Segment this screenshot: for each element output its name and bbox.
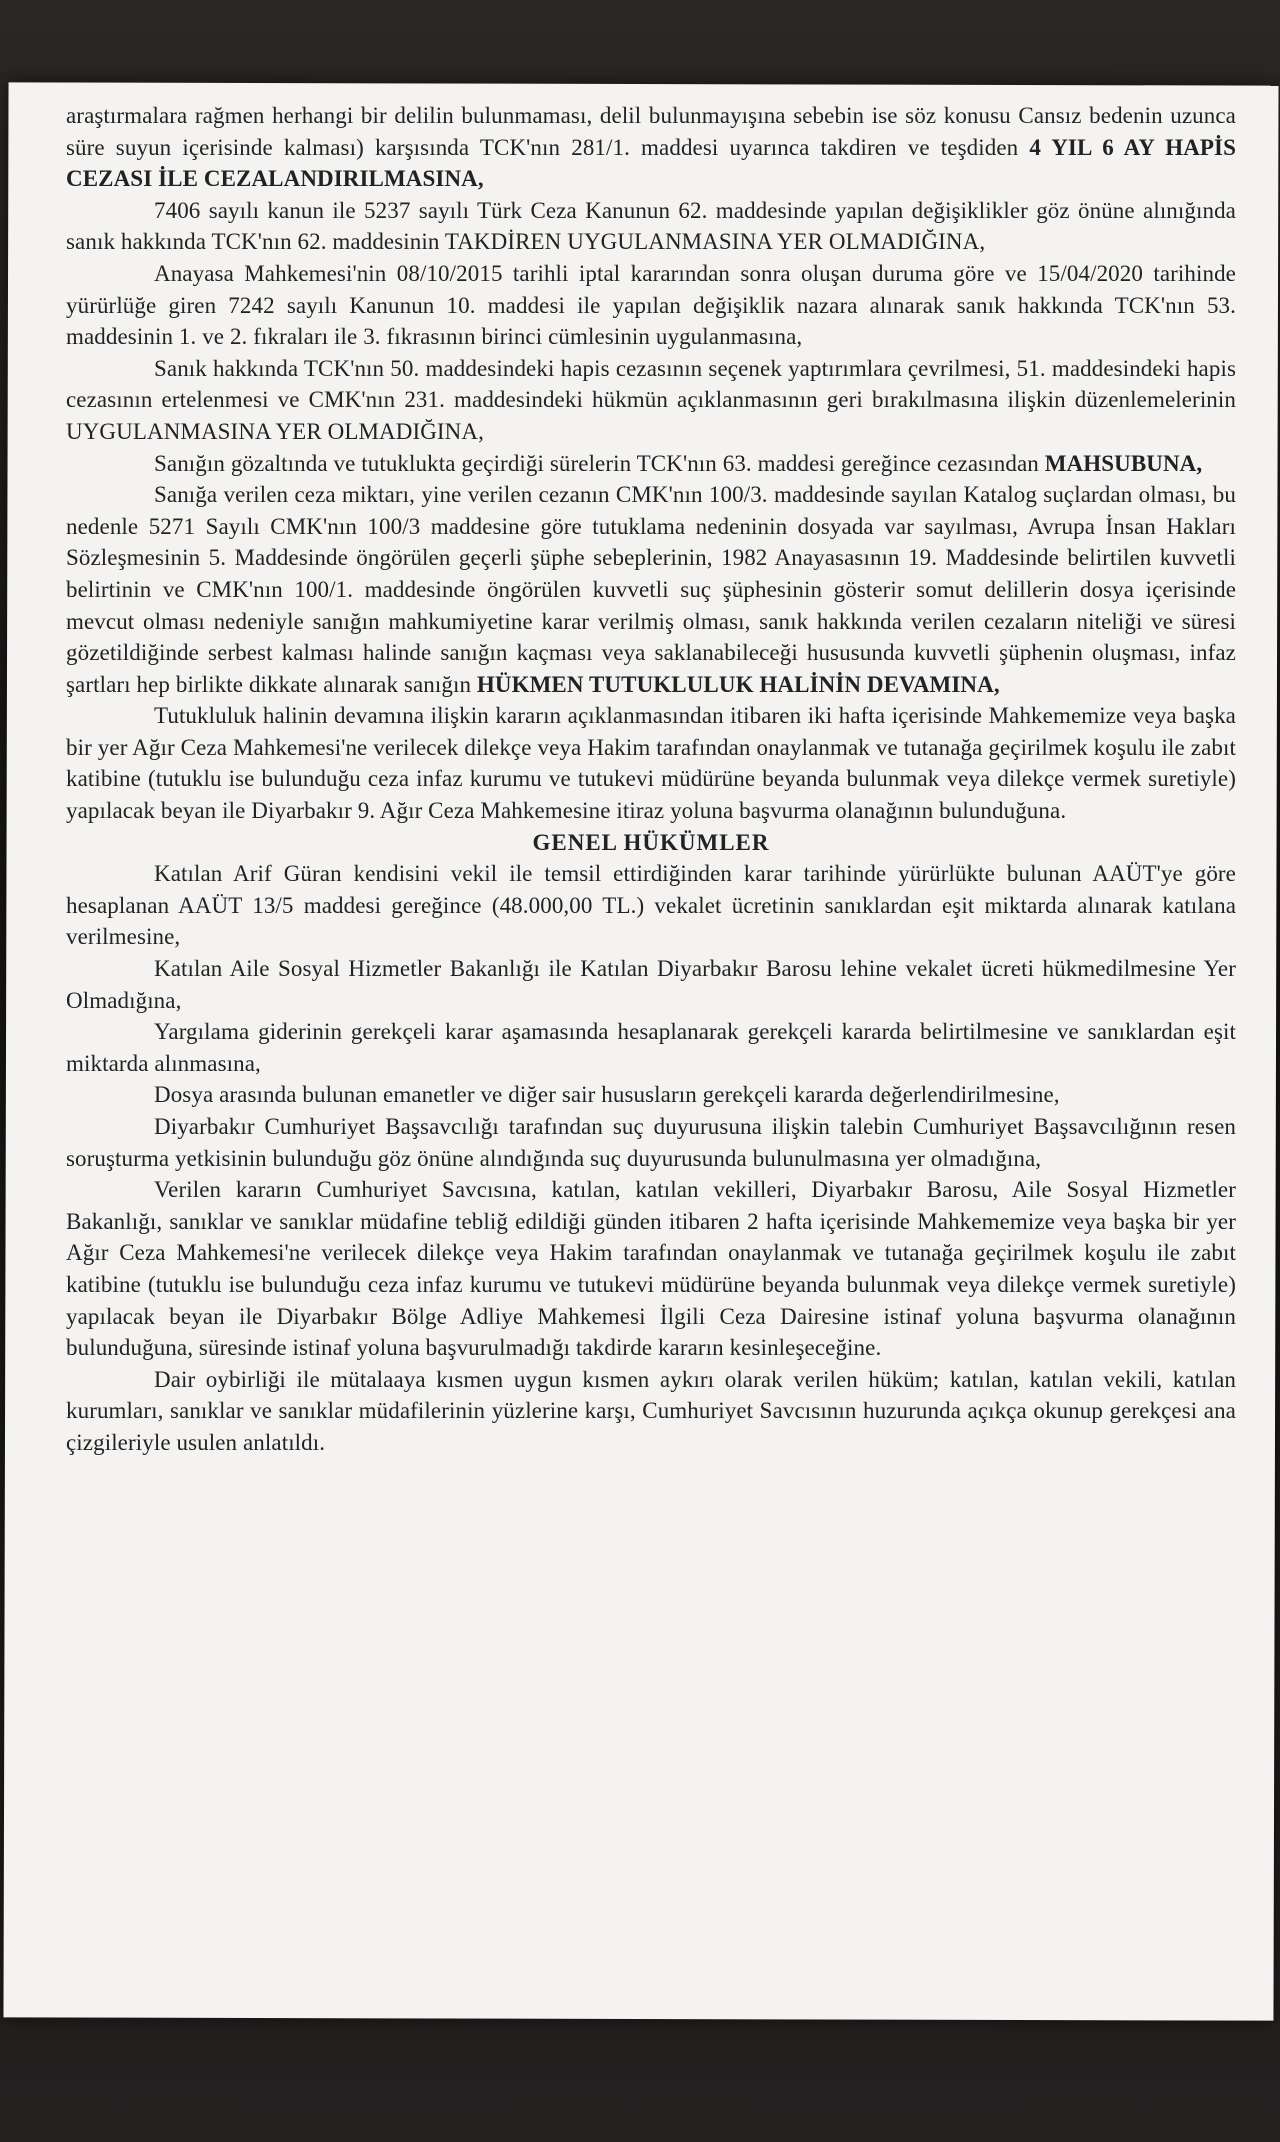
paragraph-text: Verilen kararın Cumhuriyet Savcısına, katılan, katılan vekilleri, Diyarbakır Barosu, Aile Sosyal Hizmetler Bakanlığı, sanıklar ve sanıklar müdafine tebliğ edildiği günden itibaren 2 hafta içerisinde Mahkememize veya başka bir yer Ağır Ceza Mahkemesi'ne verilecek dilekçe veya Hakim tarafından onaylanmak ve tutanağa geçirilmek koşulu ile zabıt katibine (tutuklu ise bulunduğu ceza infaz kurumu ve tutukevi müdürüne beyanda bulunmak veya dilekçe vermek suretiyle) yapılacak beyan ile Diyarbakır Bölge Adliye Mahkemesi İlgili Ceza Dairesine istinaf yoluna başvurma olanağının bulunduğuna, süresinde istinaf yoluna başvurulmadığı takdirde kararın kesinleşeceğine.	[66, 1177, 1236, 1361]
paragraph-tck-62	[66, 195, 1236, 258]
paragraph-text: Diyarbakır Cumhuriyet Başsavcılığı tarafından suç duyurusuna ilişkin talebin Cumhuriyet Başsavcılığının resen soruşturma yetkisinin bulunduğu göz önüne alındığında suç duyurusunda bulunulmasına yer olmadığına,	[66, 1114, 1236, 1171]
paragraph-closing	[66, 1364, 1236, 1459]
paragraph-mahsup	[66, 448, 1236, 480]
paragraph-text: Katılan Aile Sosyal Hizmetler Bakanlığı ile Katılan Diyarbakır Barosu lehine vekalet ücreti hükmedilmesine Yer Olmadığına,	[66, 956, 1236, 1013]
section-heading: GENEL HÜKÜMLER	[532, 829, 770, 855]
paragraph-no-fee	[66, 953, 1236, 1016]
paragraph-appeal	[66, 1174, 1236, 1364]
paragraph-text: Dosya arasında bulunan emanetler ve diğer sair hususların gerekçeli kararda değerlendirilmesine,	[154, 1082, 1060, 1108]
paragraph-text: 7406 sayılı kanun ile 5237 sayılı Türk Ceza Kanunun 62. maddesinde yapılan değişiklikler göz önüne alınığında sanık hakkında TCK'nın 62. maddesinin TAKDİREN UYGULANMASINA YER OLMADIĞINA,	[66, 197, 1236, 255]
paragraph-text: Anayasa Mahkemesi'nin 08/10/2015 tarihli iptal kararından sonra oluşan duruma göre ve 15/04/2020 tarihinde yürürlüğe giren 7242 sayılı Kanunun 10. maddesi ile yapılan değişiklik nazara alınarak sanık hakkında TCK'nın 53. maddesinin 1. ve 2. fıkraları ile 3. fıkrasının birinci cümlesinin uygulanmasına,	[66, 260, 1236, 350]
paragraph-detention	[66, 479, 1236, 700]
paragraph-text: Tutukluluk halinin devamına ilişkin kararın açıklanmasından itibaren iki hafta içerisinde Mahkememize veya başka bir yer Ağır Ceza Mahkemesi'ne verilecek dilekçe veya Hakim tarafından onaylanmak ve tutanağa geçirilmek koşulu ile zabıt katibine (tutuklu ise bulunduğu ceza infaz kurumu ve tutukevi müdürüne beyanda bulunmak veya dilekçe vermek suretiyle) yapılacak beyan ile Diyarbakır 9. Ağır Ceza Mahkemesine itiraz yoluna başvurma olanağının bulunduğuna.	[66, 703, 1236, 824]
document-body	[66, 100, 1236, 1459]
paragraph-bold-text: 4 YIL 6 AY HAPİS CEZASI İLE CEZALANDIRILMASINA,	[66, 134, 1236, 192]
paragraph-text: Dair oybirliği ile mütalaaya kısmen uygun kısmen aykırı olarak verilen hüküm; katılan, katılan vekili, katılan kurumları, sanıklar ve sanıklar müdafilerinin yüzlerine karşı, Cumhuriyet Savcısının huzurunda açıkça okunup gerekçesi ana çizgileriyle usulen anlatıldı.	[66, 1366, 1236, 1455]
paragraph-bold-text: MAHSUBUNA,	[1044, 450, 1203, 476]
paragraph-bold-text: HÜKMEN TUTUKLULUK HALİNİN DEVAMINA,	[476, 671, 1000, 697]
paragraph-text: Sanık hakkında TCK'nın 50. maddesindeki hapis cezasının seçenek yaptırımlara çevrilmesi, 51. maddesindeki hapis cezasının ertelenmesi ve CMK'nın 231. maddesindeki hükmün açıklanmasının geri bırakılmasına ilişkin düzenlemelerinin UYGULANMASINA YER OLMADIĞINA,	[66, 355, 1236, 444]
paragraph-deposits	[66, 1079, 1236, 1111]
paragraph-objection	[66, 700, 1236, 826]
paragraph-criminal-complaint	[66, 1111, 1236, 1174]
paragraph-text: Katılan Arif Güran kendisini vekil ile temsil ettirdiğinden karar tarihinde yürürlükte bulunan AAÜT'ye göre hesaplanan AAÜT 13/5 maddesi gereğince (48.000,00 TL.) vekalet ücretinin sanıklardan eşit miktarda alınarak katılana verilmesine,	[66, 861, 1236, 950]
paragraph-attorney-fee	[66, 858, 1236, 953]
paragraph-text: araştırmalara rağmen herhangi bir delilin bulunmaması, delil bulunmayışına sebebin ise söz konusu Cansız bedenin uzunca süre suyun içerisinde kalması) karşısında TCK'nın 281/1. maddesi uyarınca takdiren ve teşdiden	[66, 103, 1236, 160]
paragraph-sentence-penalty	[66, 100, 1236, 195]
paragraph-text: Yargılama giderinin gerekçeli karar aşamasında hesaplanarak gerekçeli kararda belirtilmesine ve sanıklardan eşit miktarda alınmasına,	[66, 1019, 1236, 1076]
paragraph-text: Sanığa verilen ceza miktarı, yine verilen cezanın CMK'nın 100/3. maddesinde sayılan Katalog suçlardan olması, bu nedenle 5271 Sayılı CMK'nın 100/3 maddesine göre tutuklama nedeninin dosyada var sayılması, Avrupa İnsan Hakları Sözleşmesinin 5. Maddesinde öngörülen geçerli şüphe sebeplerinin, 1982 Anayasasının 19. Maddesinde belirtilen kuvvetli belirtinin ve CMK'nın 100/1. maddesinde öngörülen kuvvetli suç şüphesinin gösterir somut delillerin dosya içerisinde mevcut olması nedeniyle sanığın mahkumiyetine karar verilmiş olması, sanık hakkında verilen cezaların niteliği ve süresi gözetildiğinde serbest kalması halinde sanığın kaçması veya saklanabileceği hususunda kuvvetli şüphenin oluşması, infaz şartları hep birlikte dikkate alınarak sanığın	[66, 482, 1236, 697]
paragraph-text: Sanığın gözaltında ve tutuklukta geçirdiği sürelerin TCK'nın 63. maddesi gereğince cezasından	[154, 450, 1045, 476]
paragraph-trial-costs	[66, 1016, 1236, 1079]
paragraph-tck-50-51	[66, 353, 1236, 448]
paragraph-tck-53	[66, 258, 1236, 353]
